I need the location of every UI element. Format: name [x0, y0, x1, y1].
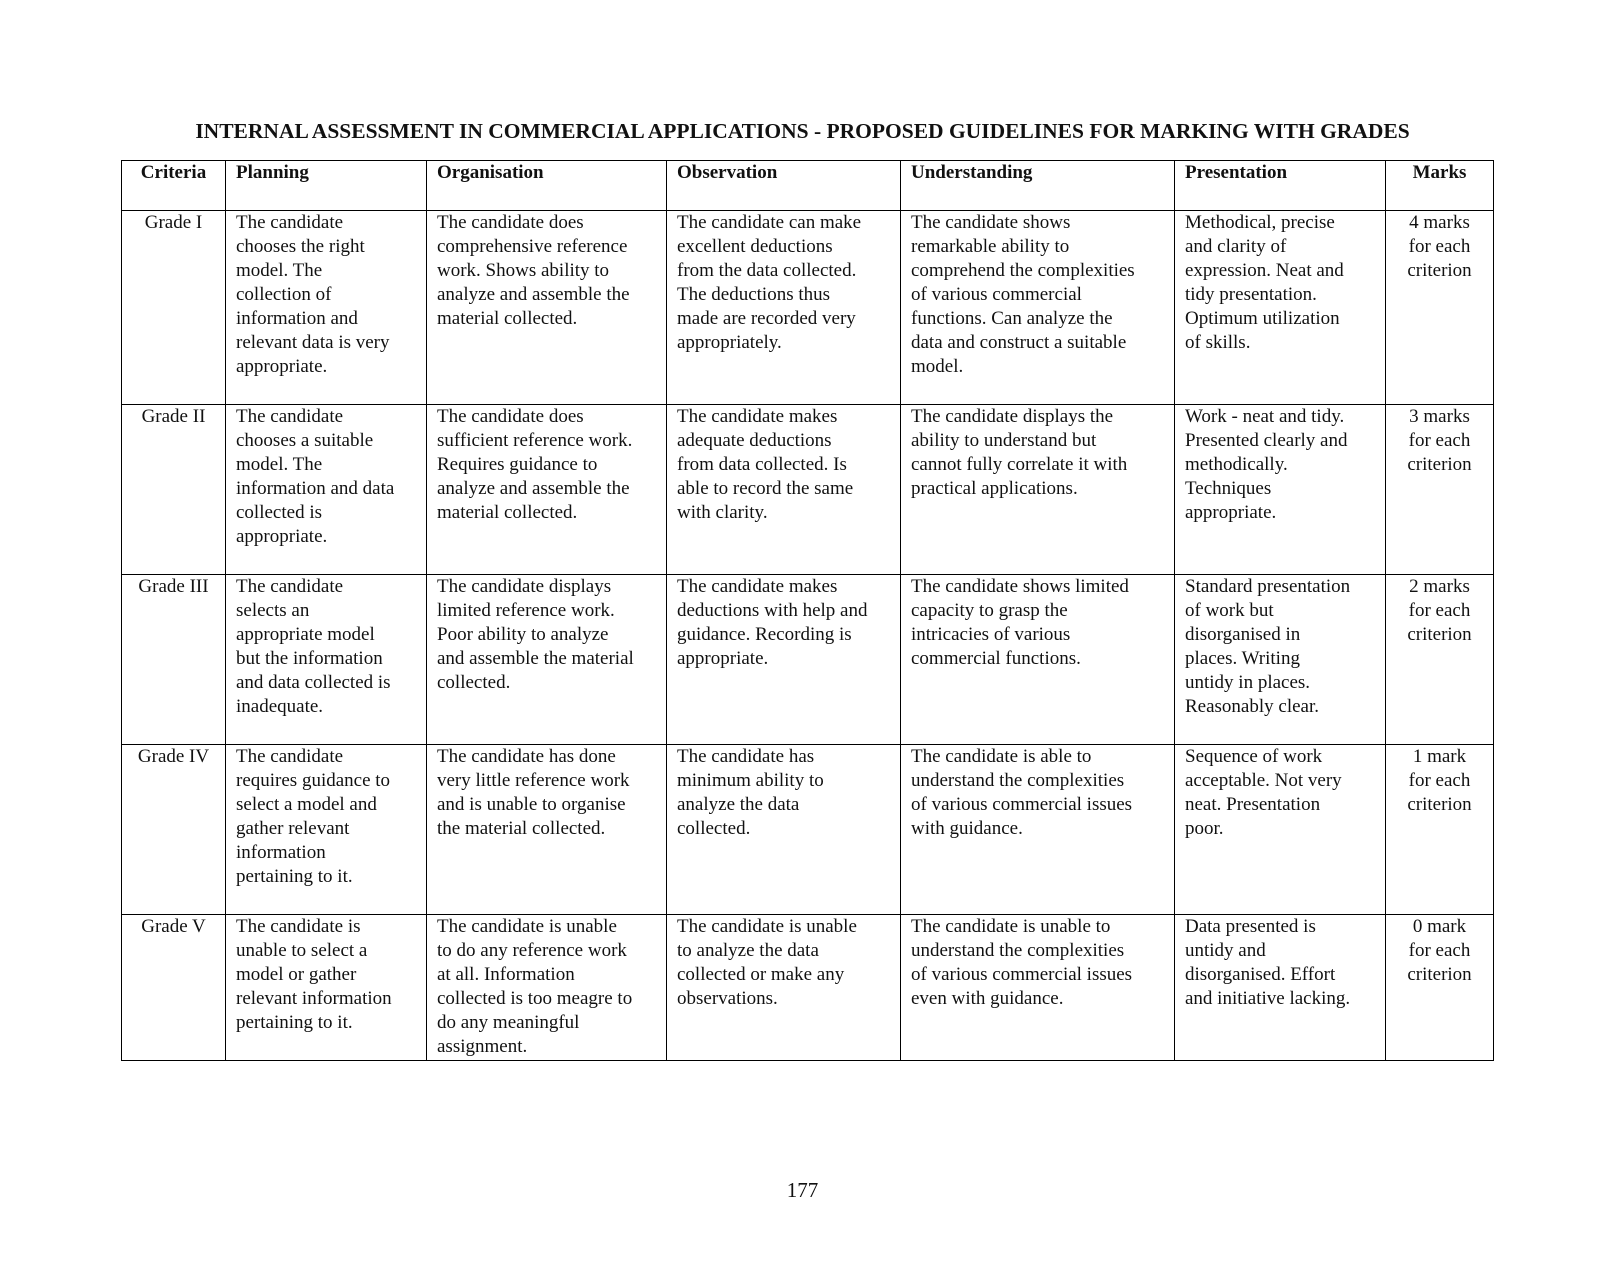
cell-understanding: The candidate shows limited capacity to grasp the intricacies of various commercial functions. [901, 575, 1175, 745]
cell-marks: 2 marks for each criterion [1386, 575, 1494, 745]
header-marks: Marks [1386, 161, 1494, 211]
cell-marks: 1 mark for each criterion [1386, 745, 1494, 915]
header-observation: Observation [667, 161, 901, 211]
cell-observation: The candidate makes adequate deductions from data collected. Is able to record the same with clarity. [667, 405, 901, 575]
cell-criteria: Grade III [122, 575, 226, 745]
cell-presentation: Methodical, precise and clarity of expression. Neat and tidy presentation. Optimum utilization of skills. [1175, 211, 1386, 405]
table-row [122, 575, 1494, 745]
header-planning: Planning [226, 161, 427, 211]
cell-presentation: Standard presentation of work but disorganised in places. Writing untidy in places. Reasonably clear. [1175, 575, 1386, 745]
cell-criteria: Grade I [122, 211, 226, 405]
table-row [122, 915, 1494, 1061]
page-number: 177 [786, 1178, 819, 1202]
cell-observation: The candidate has minimum ability to analyze the data collected. [667, 745, 901, 915]
cell-planning: The candidate chooses a suitable model. The information and data collected is appropriate. [226, 405, 427, 575]
table-row [122, 405, 1494, 575]
cell-marks: 3 marks for each criterion [1386, 405, 1494, 575]
header-criteria: Criteria [122, 161, 226, 211]
header-understanding: Understanding [901, 161, 1175, 211]
table-row [122, 745, 1494, 915]
cell-organisation: The candidate displays limited reference work. Poor ability to analyze and assemble the material collected. [427, 575, 667, 745]
header-organisation: Organisation [427, 161, 667, 211]
document-title: INTERNAL ASSESSMENT IN COMMERCIAL APPLICATIONS - PROPOSED GUIDELINES FOR MARKING WITH GRADES [195, 119, 1410, 143]
cell-criteria: Grade IV [122, 745, 226, 915]
cell-marks: 0 mark for each criterion [1386, 915, 1494, 1061]
cell-understanding: The candidate shows remarkable ability to comprehend the complexities of various commercial functions. Can analyze the data and construct a suitable model. [901, 211, 1175, 405]
cell-observation: The candidate makes deductions with help and guidance. Recording is appropriate. [667, 575, 901, 745]
cell-organisation: The candidate has done very little reference work and is unable to organise the material collected. [427, 745, 667, 915]
cell-planning: The candidate requires guidance to select a model and gather relevant information pertaining to it. [226, 745, 427, 915]
cell-organisation: The candidate does sufficient reference work. Requires guidance to analyze and assemble the material collected. [427, 405, 667, 575]
cell-understanding: The candidate is unable to understand the complexities of various commercial issues even with guidance. [901, 915, 1175, 1061]
cell-marks: 4 marks for each criterion [1386, 211, 1494, 405]
cell-organisation: The candidate is unable to do any reference work at all. Information collected is too meagre to do any meaningful assignment. [427, 915, 667, 1061]
cell-presentation: Data presented is untidy and disorganised. Effort and initiative lacking. [1175, 915, 1386, 1061]
cell-presentation: Work - neat and tidy. Presented clearly and methodically. Techniques appropriate. [1175, 405, 1386, 575]
cell-planning: The candidate chooses the right model. The collection of information and relevant data is very appropriate. [226, 211, 427, 405]
cell-criteria: Grade V [122, 915, 226, 1061]
cell-presentation: Sequence of work acceptable. Not very neat. Presentation poor. [1175, 745, 1386, 915]
cell-planning: The candidate selects an appropriate model but the information and data collected is inadequate. [226, 575, 427, 745]
cell-planning: The candidate is unable to select a model or gather relevant information pertaining to it. [226, 915, 427, 1061]
table-row [122, 211, 1494, 405]
cell-understanding: The candidate displays the ability to understand but cannot fully correlate it with practical applications. [901, 405, 1175, 575]
table-header-row [122, 161, 1494, 211]
cell-observation: The candidate is unable to analyze the data collected or make any observations. [667, 915, 901, 1061]
header-presentation: Presentation [1175, 161, 1386, 211]
cell-organisation: The candidate does comprehensive reference work. Shows ability to analyze and assemble the material collected. [427, 211, 667, 405]
marking-guidelines-table [121, 160, 1494, 1061]
cell-observation: The candidate can make excellent deductions from the data collected. The deductions thus made are recorded very appropriately. [667, 211, 901, 405]
cell-criteria: Grade II [122, 405, 226, 575]
cell-understanding: The candidate is able to understand the complexities of various commercial issues with guidance. [901, 745, 1175, 915]
